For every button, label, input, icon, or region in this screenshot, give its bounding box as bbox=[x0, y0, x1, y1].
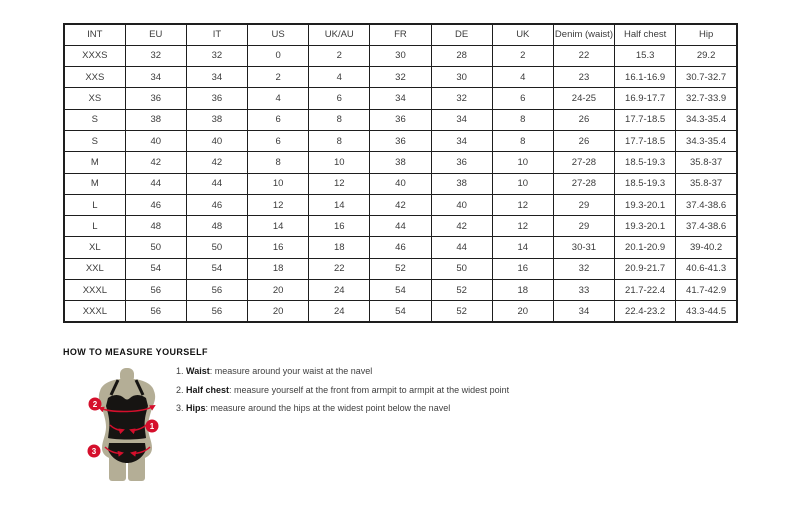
measure-step-hips bbox=[176, 399, 509, 418]
column-header: UK/AU bbox=[309, 24, 370, 45]
table-cell: 18 bbox=[309, 237, 370, 258]
step-number: 2. bbox=[176, 384, 184, 395]
step-text: : measure around the hips at the widest point below the navel bbox=[205, 403, 451, 414]
table-cell: 14 bbox=[492, 237, 553, 258]
table-cell: 10 bbox=[492, 173, 553, 194]
table-cell: 38 bbox=[125, 109, 186, 130]
table-cell: XXXS bbox=[64, 45, 125, 66]
table-cell: L bbox=[64, 216, 125, 237]
table-cell: 48 bbox=[125, 216, 186, 237]
measure-steps bbox=[176, 362, 509, 418]
table-cell: 34 bbox=[553, 301, 614, 322]
table-cell: 8 bbox=[492, 130, 553, 151]
table-cell: 35.8-37 bbox=[676, 173, 737, 194]
table-cell: 35.8-37 bbox=[676, 152, 737, 173]
table-row bbox=[64, 88, 737, 109]
table-cell: 32 bbox=[553, 258, 614, 279]
table-cell: 54 bbox=[370, 280, 431, 301]
table-cell: 29 bbox=[553, 216, 614, 237]
step-label: Waist bbox=[186, 366, 210, 376]
table-cell: 42 bbox=[125, 152, 186, 173]
step-text: : measure around your waist at the navel bbox=[209, 366, 373, 376]
table-cell: 36 bbox=[370, 109, 431, 130]
table-row bbox=[64, 130, 737, 151]
marker-half-chest-number: 2 bbox=[92, 400, 98, 409]
table-cell: 22.4-23.2 bbox=[615, 301, 676, 322]
table-cell: 52 bbox=[431, 301, 492, 322]
table-cell: 4 bbox=[248, 88, 309, 109]
column-header: US bbox=[248, 24, 309, 45]
step-text: : measure yourself at the front from armpit to armpit at the widest point bbox=[229, 384, 510, 395]
table-row bbox=[64, 194, 737, 215]
table-cell: 27-28 bbox=[553, 152, 614, 173]
column-header: Hip bbox=[676, 24, 737, 45]
table-cell: 46 bbox=[186, 194, 247, 215]
table-cell: 40 bbox=[125, 130, 186, 151]
table-cell: 32 bbox=[370, 67, 431, 88]
table-row bbox=[64, 152, 737, 173]
table-cell: 36 bbox=[370, 130, 431, 151]
table-cell: 41.7-42.9 bbox=[676, 280, 737, 301]
table-cell: 56 bbox=[186, 301, 247, 322]
table-cell: 44 bbox=[125, 173, 186, 194]
table-cell: 20 bbox=[248, 301, 309, 322]
table-cell: 38 bbox=[370, 152, 431, 173]
size-chart bbox=[63, 23, 738, 323]
table-cell: 24-25 bbox=[553, 88, 614, 109]
table-cell: 20.9-21.7 bbox=[615, 258, 676, 279]
table-cell: 34 bbox=[186, 67, 247, 88]
column-header: UK bbox=[492, 24, 553, 45]
table-row bbox=[64, 173, 737, 194]
table-cell: 17.7-18.5 bbox=[615, 109, 676, 130]
table-cell: 34.3-35.4 bbox=[676, 130, 737, 151]
column-header: IT bbox=[186, 24, 247, 45]
table-cell: 0 bbox=[248, 45, 309, 66]
column-header: Denim (waist) bbox=[553, 24, 614, 45]
table-cell: S bbox=[64, 109, 125, 130]
table-cell: 23 bbox=[553, 67, 614, 88]
table-cell: 40 bbox=[370, 173, 431, 194]
table-cell: 4 bbox=[492, 67, 553, 88]
table-cell: 46 bbox=[370, 237, 431, 258]
table-cell: 22 bbox=[309, 258, 370, 279]
table-cell: 50 bbox=[125, 237, 186, 258]
table-cell: 32 bbox=[431, 88, 492, 109]
table-cell: 18 bbox=[248, 258, 309, 279]
step-label: Hips bbox=[186, 403, 206, 414]
table-cell: 52 bbox=[370, 258, 431, 279]
table-cell: 24 bbox=[309, 280, 370, 301]
table-cell: 16 bbox=[309, 216, 370, 237]
table-cell: 48 bbox=[186, 216, 247, 237]
table-cell: 50 bbox=[186, 237, 247, 258]
step-label: Half chest bbox=[186, 384, 230, 395]
table-cell: 14 bbox=[309, 194, 370, 215]
marker-hips bbox=[88, 445, 101, 458]
step-number: 3. bbox=[176, 403, 184, 414]
measure-step-half-chest bbox=[176, 381, 509, 400]
table-cell: 56 bbox=[186, 280, 247, 301]
table-cell: M bbox=[64, 173, 125, 194]
table-cell: 37.4-38.6 bbox=[676, 194, 737, 215]
table-row bbox=[64, 109, 737, 130]
table-cell: 30 bbox=[370, 45, 431, 66]
table-cell: 10 bbox=[248, 173, 309, 194]
table-cell: 12 bbox=[248, 194, 309, 215]
table-cell: XXL bbox=[64, 258, 125, 279]
table-cell: 30.7-32.7 bbox=[676, 67, 737, 88]
table-cell: XXXL bbox=[64, 280, 125, 301]
table-cell: 28 bbox=[431, 45, 492, 66]
table-cell: 44 bbox=[370, 216, 431, 237]
table-cell: 46 bbox=[125, 194, 186, 215]
step-number: 1. bbox=[176, 366, 184, 376]
column-header: DE bbox=[431, 24, 492, 45]
table-cell: 42 bbox=[431, 216, 492, 237]
table-cell: 34 bbox=[431, 130, 492, 151]
table-cell: 54 bbox=[125, 258, 186, 279]
table-cell: 8 bbox=[309, 130, 370, 151]
marker-half-chest bbox=[89, 398, 102, 411]
table-cell: 36 bbox=[125, 88, 186, 109]
table-cell: 8 bbox=[248, 152, 309, 173]
table-row bbox=[64, 237, 737, 258]
table-cell: 32.7-33.9 bbox=[676, 88, 737, 109]
table-cell: 56 bbox=[125, 280, 186, 301]
size-chart-body bbox=[64, 45, 737, 322]
table-cell: 32 bbox=[186, 45, 247, 66]
table-cell: 20.1-20.9 bbox=[615, 237, 676, 258]
table-cell: 42 bbox=[186, 152, 247, 173]
column-header: Half chest bbox=[615, 24, 676, 45]
table-cell: S bbox=[64, 130, 125, 151]
table-cell: M bbox=[64, 152, 125, 173]
table-row bbox=[64, 258, 737, 279]
table-cell: 20 bbox=[492, 301, 553, 322]
measure-section-title: HOW TO MEASURE YOURSELF bbox=[63, 347, 208, 357]
table-cell: 50 bbox=[431, 258, 492, 279]
table-cell: 6 bbox=[248, 109, 309, 130]
table-cell: 6 bbox=[248, 130, 309, 151]
table-cell: 12 bbox=[309, 173, 370, 194]
table-cell: 30-31 bbox=[553, 237, 614, 258]
column-header: INT bbox=[64, 24, 125, 45]
table-cell: XXS bbox=[64, 67, 125, 88]
table-row bbox=[64, 45, 737, 66]
table-cell: 16.1-16.9 bbox=[615, 67, 676, 88]
table-cell: 43.3-44.5 bbox=[676, 301, 737, 322]
table-cell: 34 bbox=[370, 88, 431, 109]
table-cell: 16 bbox=[492, 258, 553, 279]
table-cell: 33 bbox=[553, 280, 614, 301]
table-cell: 16.9-17.7 bbox=[615, 88, 676, 109]
table-cell: 30 bbox=[431, 67, 492, 88]
table-cell: 44 bbox=[186, 173, 247, 194]
table-cell: 12 bbox=[492, 194, 553, 215]
table-cell: 40 bbox=[431, 194, 492, 215]
table-cell: 44 bbox=[431, 237, 492, 258]
table-cell: 36 bbox=[431, 152, 492, 173]
table-row bbox=[64, 216, 737, 237]
table-cell: 42 bbox=[370, 194, 431, 215]
table-cell: XS bbox=[64, 88, 125, 109]
table-cell: 10 bbox=[309, 152, 370, 173]
table-cell: 8 bbox=[309, 109, 370, 130]
table-row bbox=[64, 301, 737, 322]
table-cell: 34 bbox=[125, 67, 186, 88]
marker-waist bbox=[146, 420, 159, 433]
table-cell: 26 bbox=[553, 109, 614, 130]
column-header: EU bbox=[125, 24, 186, 45]
table-cell: 20 bbox=[248, 280, 309, 301]
table-cell: 54 bbox=[186, 258, 247, 279]
marker-hips-number: 3 bbox=[91, 447, 97, 456]
table-cell: 12 bbox=[492, 216, 553, 237]
table-cell: L bbox=[64, 194, 125, 215]
table-cell: 39-40.2 bbox=[676, 237, 737, 258]
table-cell: 34.3-35.4 bbox=[676, 109, 737, 130]
table-cell: 2 bbox=[309, 45, 370, 66]
table-cell: 21.7-22.4 bbox=[615, 280, 676, 301]
table-cell: 37.4-38.6 bbox=[676, 216, 737, 237]
table-cell: XL bbox=[64, 237, 125, 258]
mannequin-illustration bbox=[84, 367, 170, 485]
table-cell: 15.3 bbox=[615, 45, 676, 66]
table-cell: 56 bbox=[125, 301, 186, 322]
table-cell: 19.3-20.1 bbox=[615, 216, 676, 237]
size-chart-header bbox=[64, 24, 737, 45]
measurement-figure bbox=[84, 367, 170, 485]
marker-waist-number: 1 bbox=[149, 422, 155, 431]
table-cell: 27-28 bbox=[553, 173, 614, 194]
table-cell: 40.6-41.3 bbox=[676, 258, 737, 279]
table-cell: 19.3-20.1 bbox=[615, 194, 676, 215]
table-cell: 54 bbox=[370, 301, 431, 322]
table-cell: 32 bbox=[125, 45, 186, 66]
table-cell: 29 bbox=[553, 194, 614, 215]
table-cell: 17.7-18.5 bbox=[615, 130, 676, 151]
table-cell: 52 bbox=[431, 280, 492, 301]
table-cell: 34 bbox=[431, 109, 492, 130]
table-cell: 38 bbox=[431, 173, 492, 194]
table-cell: 14 bbox=[248, 216, 309, 237]
table-cell: 22 bbox=[553, 45, 614, 66]
table-cell: 16 bbox=[248, 237, 309, 258]
table-cell: 26 bbox=[553, 130, 614, 151]
table-cell: 36 bbox=[186, 88, 247, 109]
table-row bbox=[64, 280, 737, 301]
table-cell: 6 bbox=[492, 88, 553, 109]
table-cell: 18.5-19.3 bbox=[615, 152, 676, 173]
table-cell: 6 bbox=[309, 88, 370, 109]
table-cell: 8 bbox=[492, 109, 553, 130]
table-cell: XXXL bbox=[64, 301, 125, 322]
table-row bbox=[64, 67, 737, 88]
header-row bbox=[64, 24, 737, 45]
table-cell: 4 bbox=[309, 67, 370, 88]
table-cell: 29.2 bbox=[676, 45, 737, 66]
table-cell: 2 bbox=[248, 67, 309, 88]
table-cell: 40 bbox=[186, 130, 247, 151]
table-cell: 2 bbox=[492, 45, 553, 66]
table-cell: 38 bbox=[186, 109, 247, 130]
table-cell: 10 bbox=[492, 152, 553, 173]
table-cell: 18 bbox=[492, 280, 553, 301]
table-cell: 24 bbox=[309, 301, 370, 322]
size-chart-table bbox=[63, 23, 738, 323]
measure-step-waist bbox=[176, 362, 509, 381]
table-cell: 18.5-19.3 bbox=[615, 173, 676, 194]
column-header: FR bbox=[370, 24, 431, 45]
